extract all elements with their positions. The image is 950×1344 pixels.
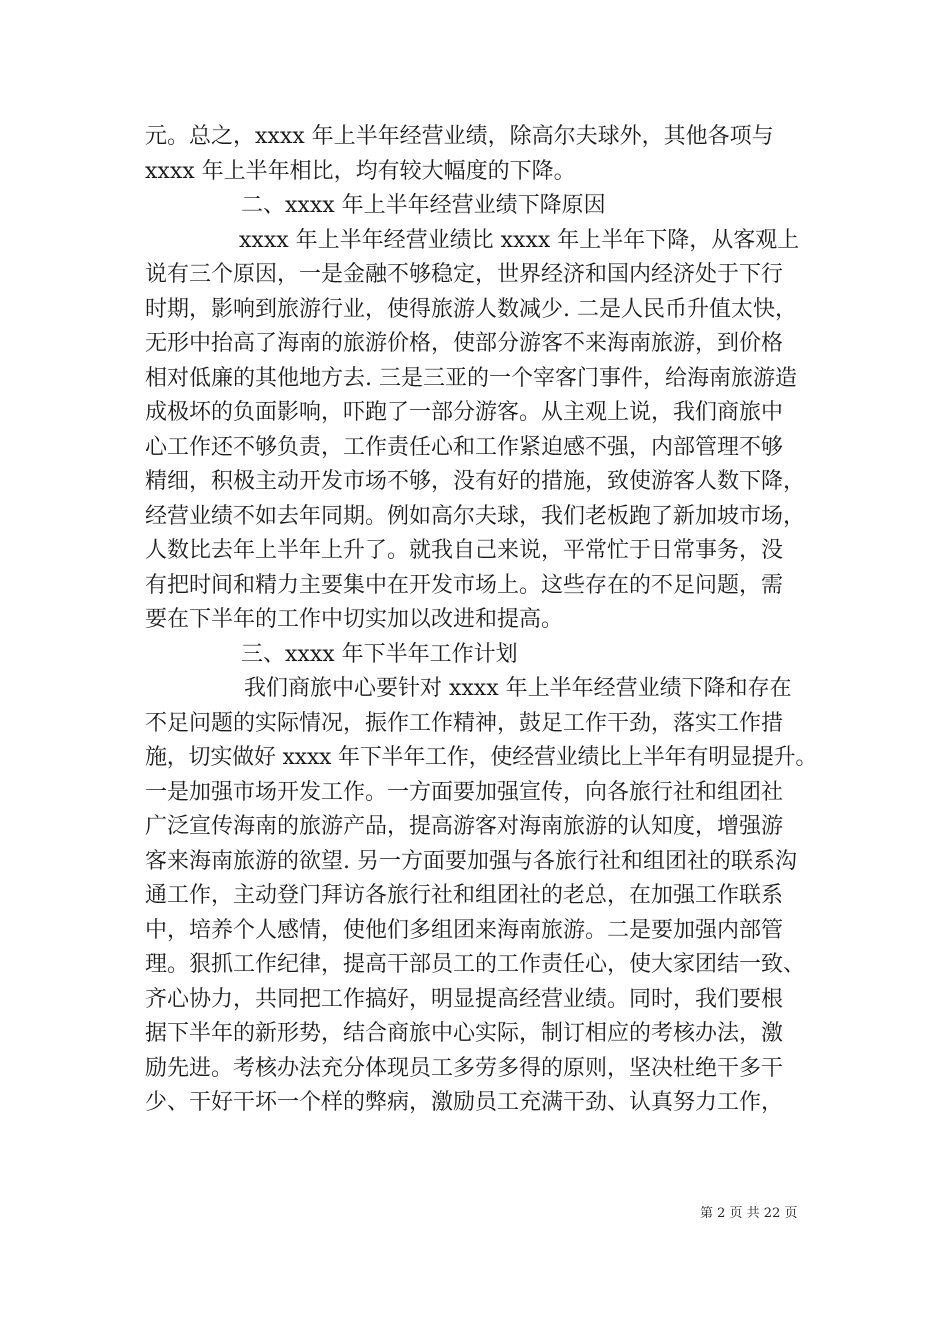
body-line: 说有三个原因，一是金融不够稳定，世界经济和国内经济处于下行: [145, 262, 784, 287]
body-line: 通工作，主动登门拜访各旅行社和组团社的老总，在加强工作联系: [145, 883, 784, 908]
body-line: 时期，影响到旅游行业，使得旅游人数减少. 二是人民币升值太快，: [145, 296, 797, 322]
body-line: 广泛宣传海南的旅游产品，提高游客对海南旅游的认知度，增强游: [145, 814, 784, 839]
body-line: 有把时间和精力主要集中在开发市场上。这些存在的不足问题，需: [145, 572, 784, 598]
body-line: 齐心协力，共同把工作搞好，明显提高经营业绩。同时，我们要根: [145, 986, 784, 1012]
body-line: xxxx 年上半年经营业绩比 xxxx 年上半年下降，从客观上: [239, 227, 800, 253]
body-line: 元。总之，xxxx 年上半年经营业绩，除高尔夫球外，其他各项与: [145, 124, 774, 149]
body-line: xxxx 年上半年相比，均有较大幅度的下降。: [145, 158, 576, 184]
body-line: 施，切实做好 xxxx 年下半年工作，使经营业绩比上半年有明显提升。: [145, 745, 818, 770]
document-body: [145, 120, 818, 1121]
body-line: 一是加强市场开发工作。一方面要加强宣传，向各旅行社和组团社: [145, 779, 784, 805]
body-line: 无形中抬高了海南的旅游价格，使部分游客不来海南旅游，到价格: [145, 331, 784, 356]
body-line: 中，培养个人感情，使他们多组团来海南旅游。二是要加强内部管: [145, 917, 784, 943]
body-line: 我们商旅中心要针对 xxxx 年上半年经营业绩下降和存在: [244, 676, 792, 701]
body-line: 心工作还不够负责，工作责任心和工作紧迫感不强，内部管理不够: [145, 434, 784, 460]
body-line: 人数比去年上半年上升了。就我自己来说，平常忙于日常事务，没: [145, 538, 784, 563]
body-line: 要在下半年的工作中切实加以改进和提高。: [145, 607, 564, 632]
body-line: 精细，积极主动开发市场不够，没有好的措施，致使游客人数下降，: [145, 469, 806, 494]
body-line: 成极坏的负面影响，吓跑了一部分游客。从主观上说，我们商旅中: [145, 400, 784, 425]
body-line: 不足问题的实际情况，振作工作精神，鼓足工作干劲，落实工作措: [145, 710, 784, 736]
body-line: 据下半年的新形势，结合商旅中心实际，制订相应的考核办法，激: [145, 1021, 784, 1046]
page-number-footer: 第 2 页 共 22 页: [700, 1206, 798, 1221]
body-line: 客来海南旅游的欲望. 另一方面要加强与各旅行社和组团社的联系沟: [145, 848, 797, 874]
body-line: 少、干好干坏一个样的弊病，激励员工充满干劲、认真努力工作，: [145, 1090, 784, 1115]
section-heading-3: 三、xxxx 年下半年工作计划: [241, 641, 518, 667]
section-heading-2: 二、xxxx 年上半年经营业绩下降原因: [241, 193, 606, 218]
body-line: 理。狠抓工作纪律，提高干部员工的工作责任心，使大家团结一致、: [145, 952, 806, 977]
body-line: 经营业绩不如去年同期。例如高尔夫球，我们老板跑了新加坡市场，: [145, 503, 806, 529]
body-line: 励先进。考核办法充分体现员工多劳多得的原则，坚决杜绝干多干: [145, 1055, 784, 1081]
body-line: 相对低廉的其他地方去. 三是三亚的一个宰客门事件，给海南旅游造: [145, 365, 797, 391]
